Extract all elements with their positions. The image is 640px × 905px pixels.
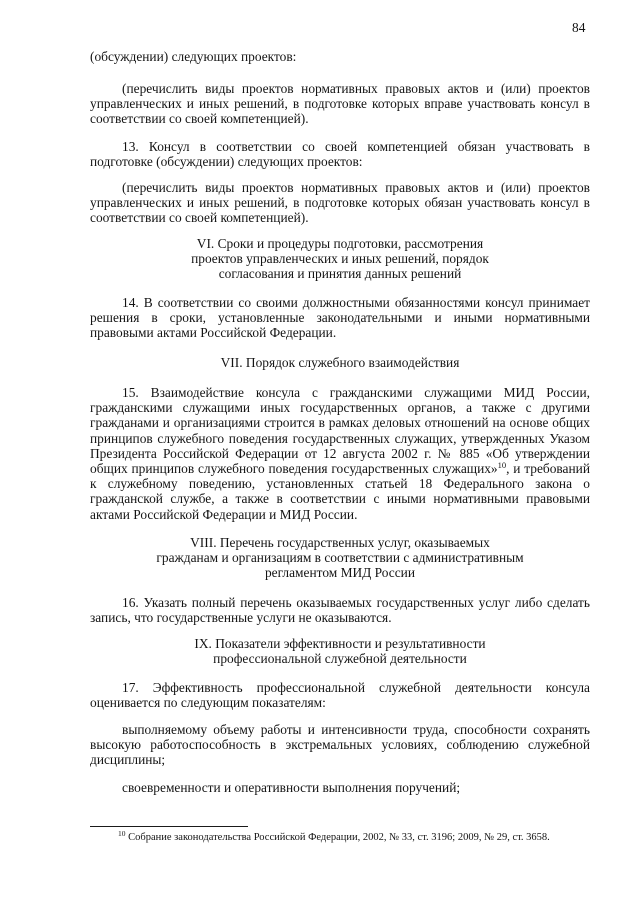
paragraph-16: 16. Указать полный перечень оказываемых государственных услуг либо сделать запись, что государственные услуги не оказываются.: [90, 595, 590, 626]
paragraph-15: [90, 385, 590, 522]
heading-line: гражданам и организациям в соответствии с административным: [156, 550, 524, 566]
section-heading-viii: [90, 535, 590, 581]
footnote-mark: 10: [118, 829, 126, 838]
section-heading-vi: [90, 236, 590, 282]
paragraph-indicator-timeliness: своевременности и оперативности выполнения поручений;: [122, 780, 461, 795]
section-heading-ix: [90, 636, 590, 666]
heading-line: регламентом МИД России: [264, 565, 416, 581]
heading-line: проектов управленческих и иных решений, порядок: [191, 251, 489, 267]
footnote-text: Собрание законодательства Российской Федерации, 2002, № 33, ст. 3196; 2009, № 29, ст. 3658.: [125, 832, 550, 843]
heading-line: VIII. Перечень государственных услуг, оказываемых: [190, 535, 490, 550]
paragraph-intro: (обсуждении) следующих проектов:: [90, 49, 297, 64]
page-number: 84: [572, 20, 586, 35]
footnote-reference: 10: [497, 460, 507, 471]
paragraph-15-text-part1: 15. Взаимодействие консула с гражданскими служащими МИД России, гражданскими служащими иных государственных органов, а также с другими гражданами и организациями строится в рамках деловых отношений на основе общих принципов служебного поведения государственных служащих, утвержденных Указом Президента Российской Федерации от 12 августа 2002 г. № 885 «Об утверждении общих принципов служебного поведения государственных служащих»: [90, 385, 590, 477]
footnote: [118, 829, 598, 844]
section-heading-vii: VII. Порядок служебного взаимодействия: [220, 355, 460, 370]
heading-line: согласования и принятия данных решений: [218, 266, 462, 282]
footnote-separator: [90, 826, 248, 827]
paragraph-13: 13. Консул в соответствии со своей компетенцией обязан участвовать в подготовке (обсуждении) следующих проектов:: [90, 139, 590, 170]
paragraph-14: 14. В соответствии со своими должностными обязанностями консул принимает решения в сроки, установленные законодательными и иными нормативными правовыми актами Российской Федерации.: [90, 295, 590, 341]
paragraph-17: 17. Эффективность профессиональной служебной деятельности консула оценивается по следующим показателям:: [90, 680, 590, 711]
heading-line: IX. Показатели эффективности и результативности: [194, 636, 486, 651]
paragraph-indicator-workload: выполняемому объему работы и интенсивности труда, способности сохранять высокую работоспособность в экстремальных условиях, соблюдению служебной дисциплины;: [90, 722, 590, 768]
heading-line: VI. Сроки и процедуры подготовки, рассмотрения: [196, 236, 484, 251]
paragraph-list-may-participate: (перечислить виды проектов нормативных правовых актов и (или) проектов управленческих и иных решений, в подготовке которых вправе участвовать консул в соответствии со своей компетенцией).: [90, 81, 590, 127]
paragraph-list-must-participate: (перечислить виды проектов нормативных правовых актов и (или) проектов управленческих и иных решений, в подготовке которых обязан участвовать консул в соответствии со своей компетенцией).: [90, 180, 590, 226]
paragraph-15-text-part2: , и требований к служебному поведению, установленных статьей 18 Федерального закона о гражданской службе, а также в соответствии с иными нормативными правовыми актами Российской Федерации и МИД России.: [90, 461, 590, 522]
heading-line: профессиональной служебной деятельности: [213, 651, 467, 667]
